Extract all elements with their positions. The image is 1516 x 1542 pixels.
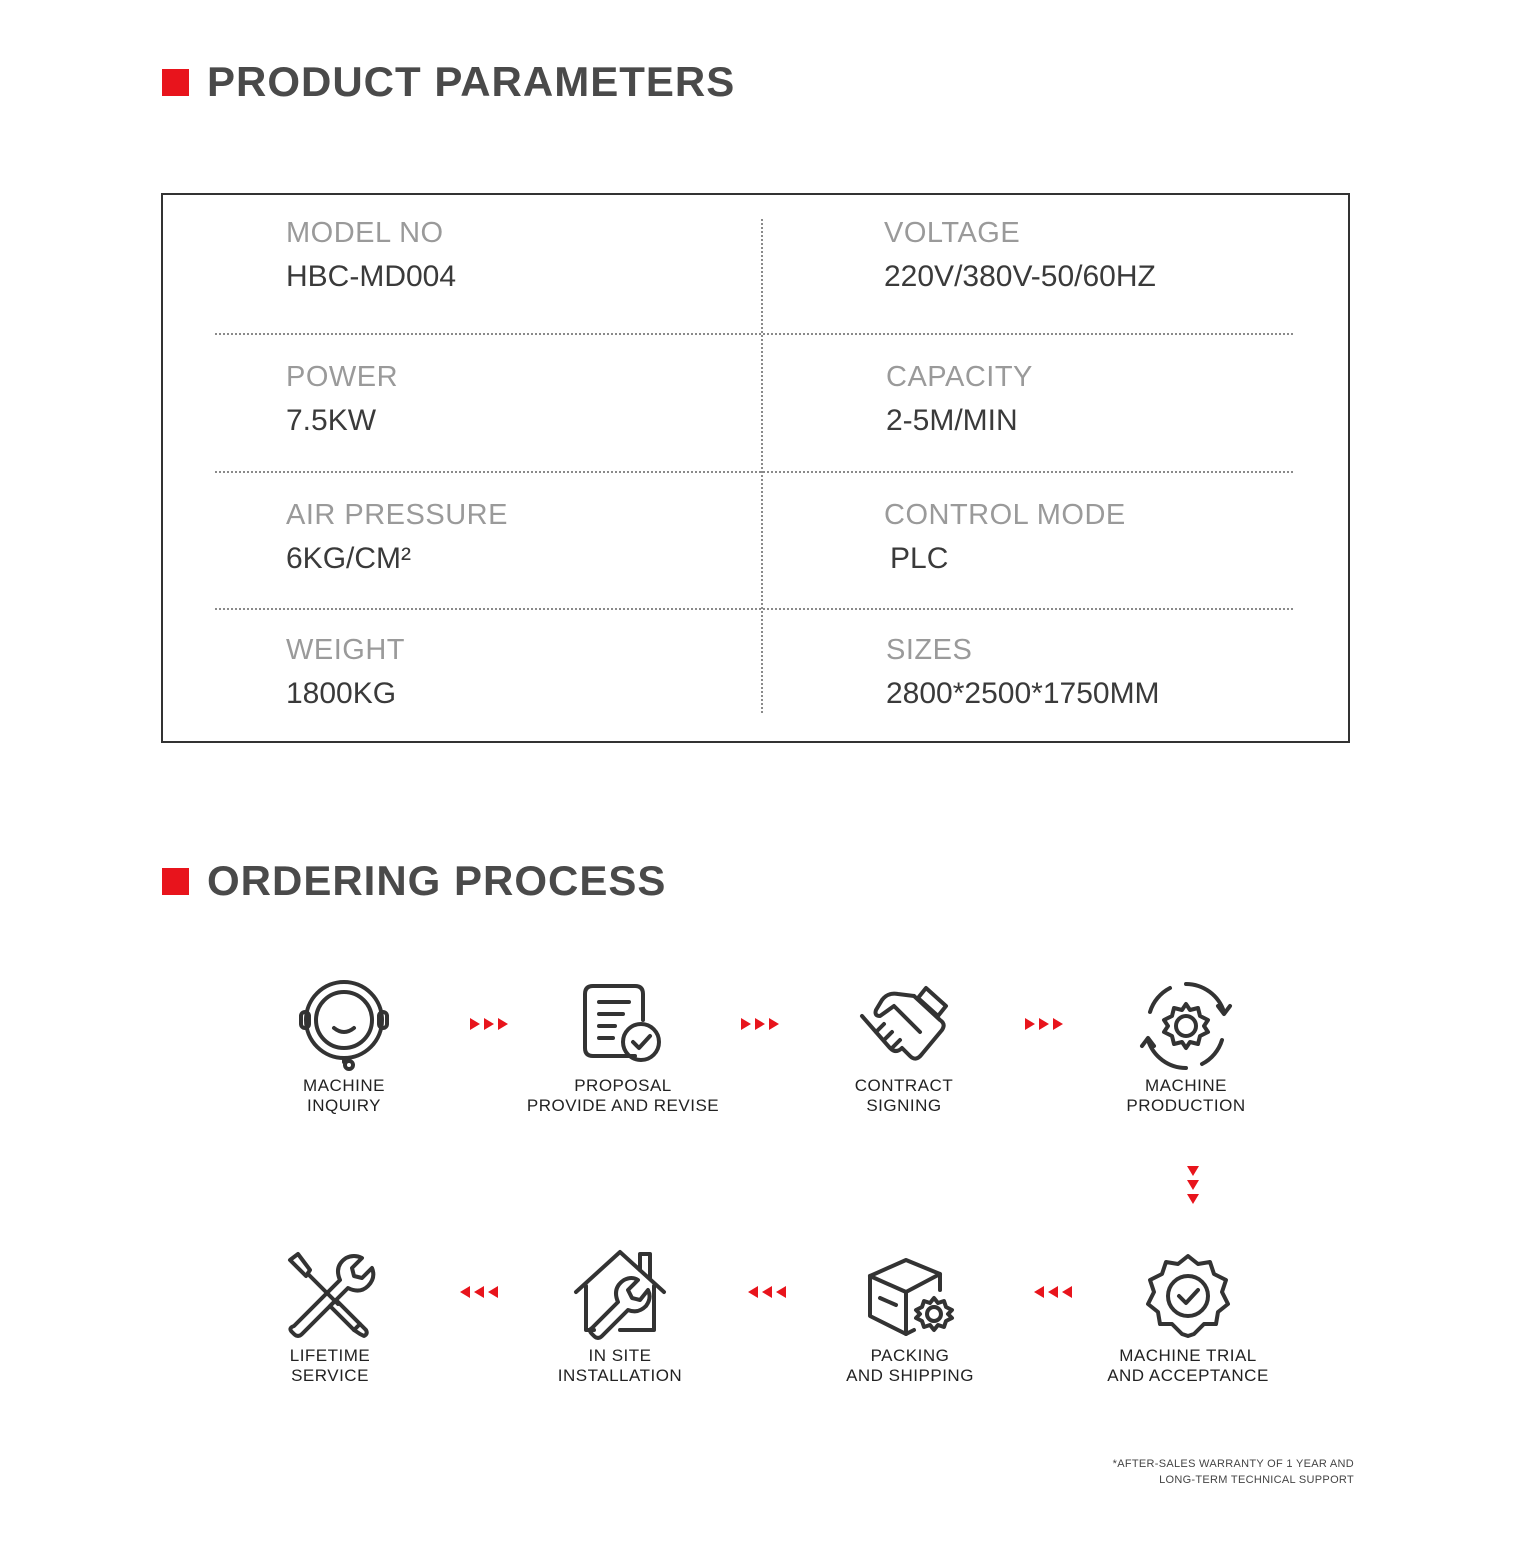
param-value: PLC [890,542,949,575]
step-lifetime-service [200,1246,460,1386]
parameters-table [161,193,1350,743]
step-in-site-installation [490,1246,750,1386]
arrow-down-icon [1186,1164,1200,1208]
param-value: 1800KG [286,677,397,710]
section-title: PRODUCT PARAMETERS [207,58,736,105]
badge-check-icon [1138,1246,1238,1346]
row-divider [215,608,1293,610]
row-divider [215,333,1293,335]
step-machine-production [1056,976,1316,1116]
param-voltage [884,217,1156,294]
param-value: 6KG/CM² [286,542,412,575]
step-caption: PROPOSAL PROVIDE AND REVISE [526,1076,720,1115]
step-caption: CONTRACT SIGNING [854,1076,954,1115]
column-divider [761,219,763,713]
box-gear-icon [860,1246,960,1346]
param-model-no [286,217,456,294]
param-air-pressure [286,499,508,576]
arrow-left-icon [1032,1285,1076,1299]
step-contract-signing [774,976,1034,1116]
param-label: WEIGHT [286,634,405,666]
row-divider [215,471,1293,473]
arrow-left-icon [746,1285,790,1299]
arrow-right-icon [1023,1017,1067,1031]
param-value: 2-5M/MIN [886,404,1018,437]
param-label: AIR PRESSURE [286,499,508,531]
param-power [286,361,398,438]
red-square-marker [162,69,189,96]
param-capacity [886,361,1033,438]
step-machine-inquiry [214,976,474,1116]
house-wrench-icon [570,1246,670,1346]
param-value: 220V/380V-50/60HZ [884,260,1156,293]
warranty-note: *AFTER-SALES WARRANTY OF 1 YEAR AND LONG-TERM TECHNICAL SUPPORT [1112,1458,1354,1486]
headset-icon [294,976,394,1076]
arrow-left-icon [458,1285,502,1299]
param-control-mode [884,499,1126,576]
tools-icon [280,1246,380,1346]
handshake-icon [854,976,954,1076]
step-caption: LIFETIME SERVICE [289,1346,371,1385]
step-caption: IN SITE INSTALLATION [557,1346,683,1385]
param-weight [286,634,405,711]
step-proposal [493,976,753,1116]
param-value: HBC-MD004 [286,260,457,293]
arrow-right-icon [468,1017,512,1031]
step-caption: PACKING AND SHIPPING [846,1346,974,1385]
step-packing-shipping [780,1246,1040,1386]
param-label: POWER [286,361,399,393]
arrow-right-icon [739,1017,783,1031]
param-label: SIZES [886,634,973,666]
section-title: ORDERING PROCESS [207,857,667,904]
gear-cycle-icon [1136,976,1236,1076]
step-machine-trial [1058,1246,1318,1386]
param-label: CAPACITY [886,361,1033,393]
ordering-process-heading [162,857,666,905]
step-caption: MACHINE PRODUCTION [1126,1076,1246,1115]
document-check-icon [573,976,673,1076]
param-value: 7.5KW [286,404,377,437]
param-label: VOLTAGE [884,217,1021,249]
param-value: 2800*2500*1750MM [886,677,1160,710]
param-label: CONTROL MODE [884,499,1126,531]
param-sizes [886,634,1160,711]
red-square-marker [162,868,189,895]
step-caption: MACHINE INQUIRY [303,1076,385,1115]
step-caption: MACHINE TRIAL AND ACCEPTANCE [1107,1346,1269,1385]
param-label: MODEL NO [286,217,444,249]
product-parameters-heading [162,58,735,106]
